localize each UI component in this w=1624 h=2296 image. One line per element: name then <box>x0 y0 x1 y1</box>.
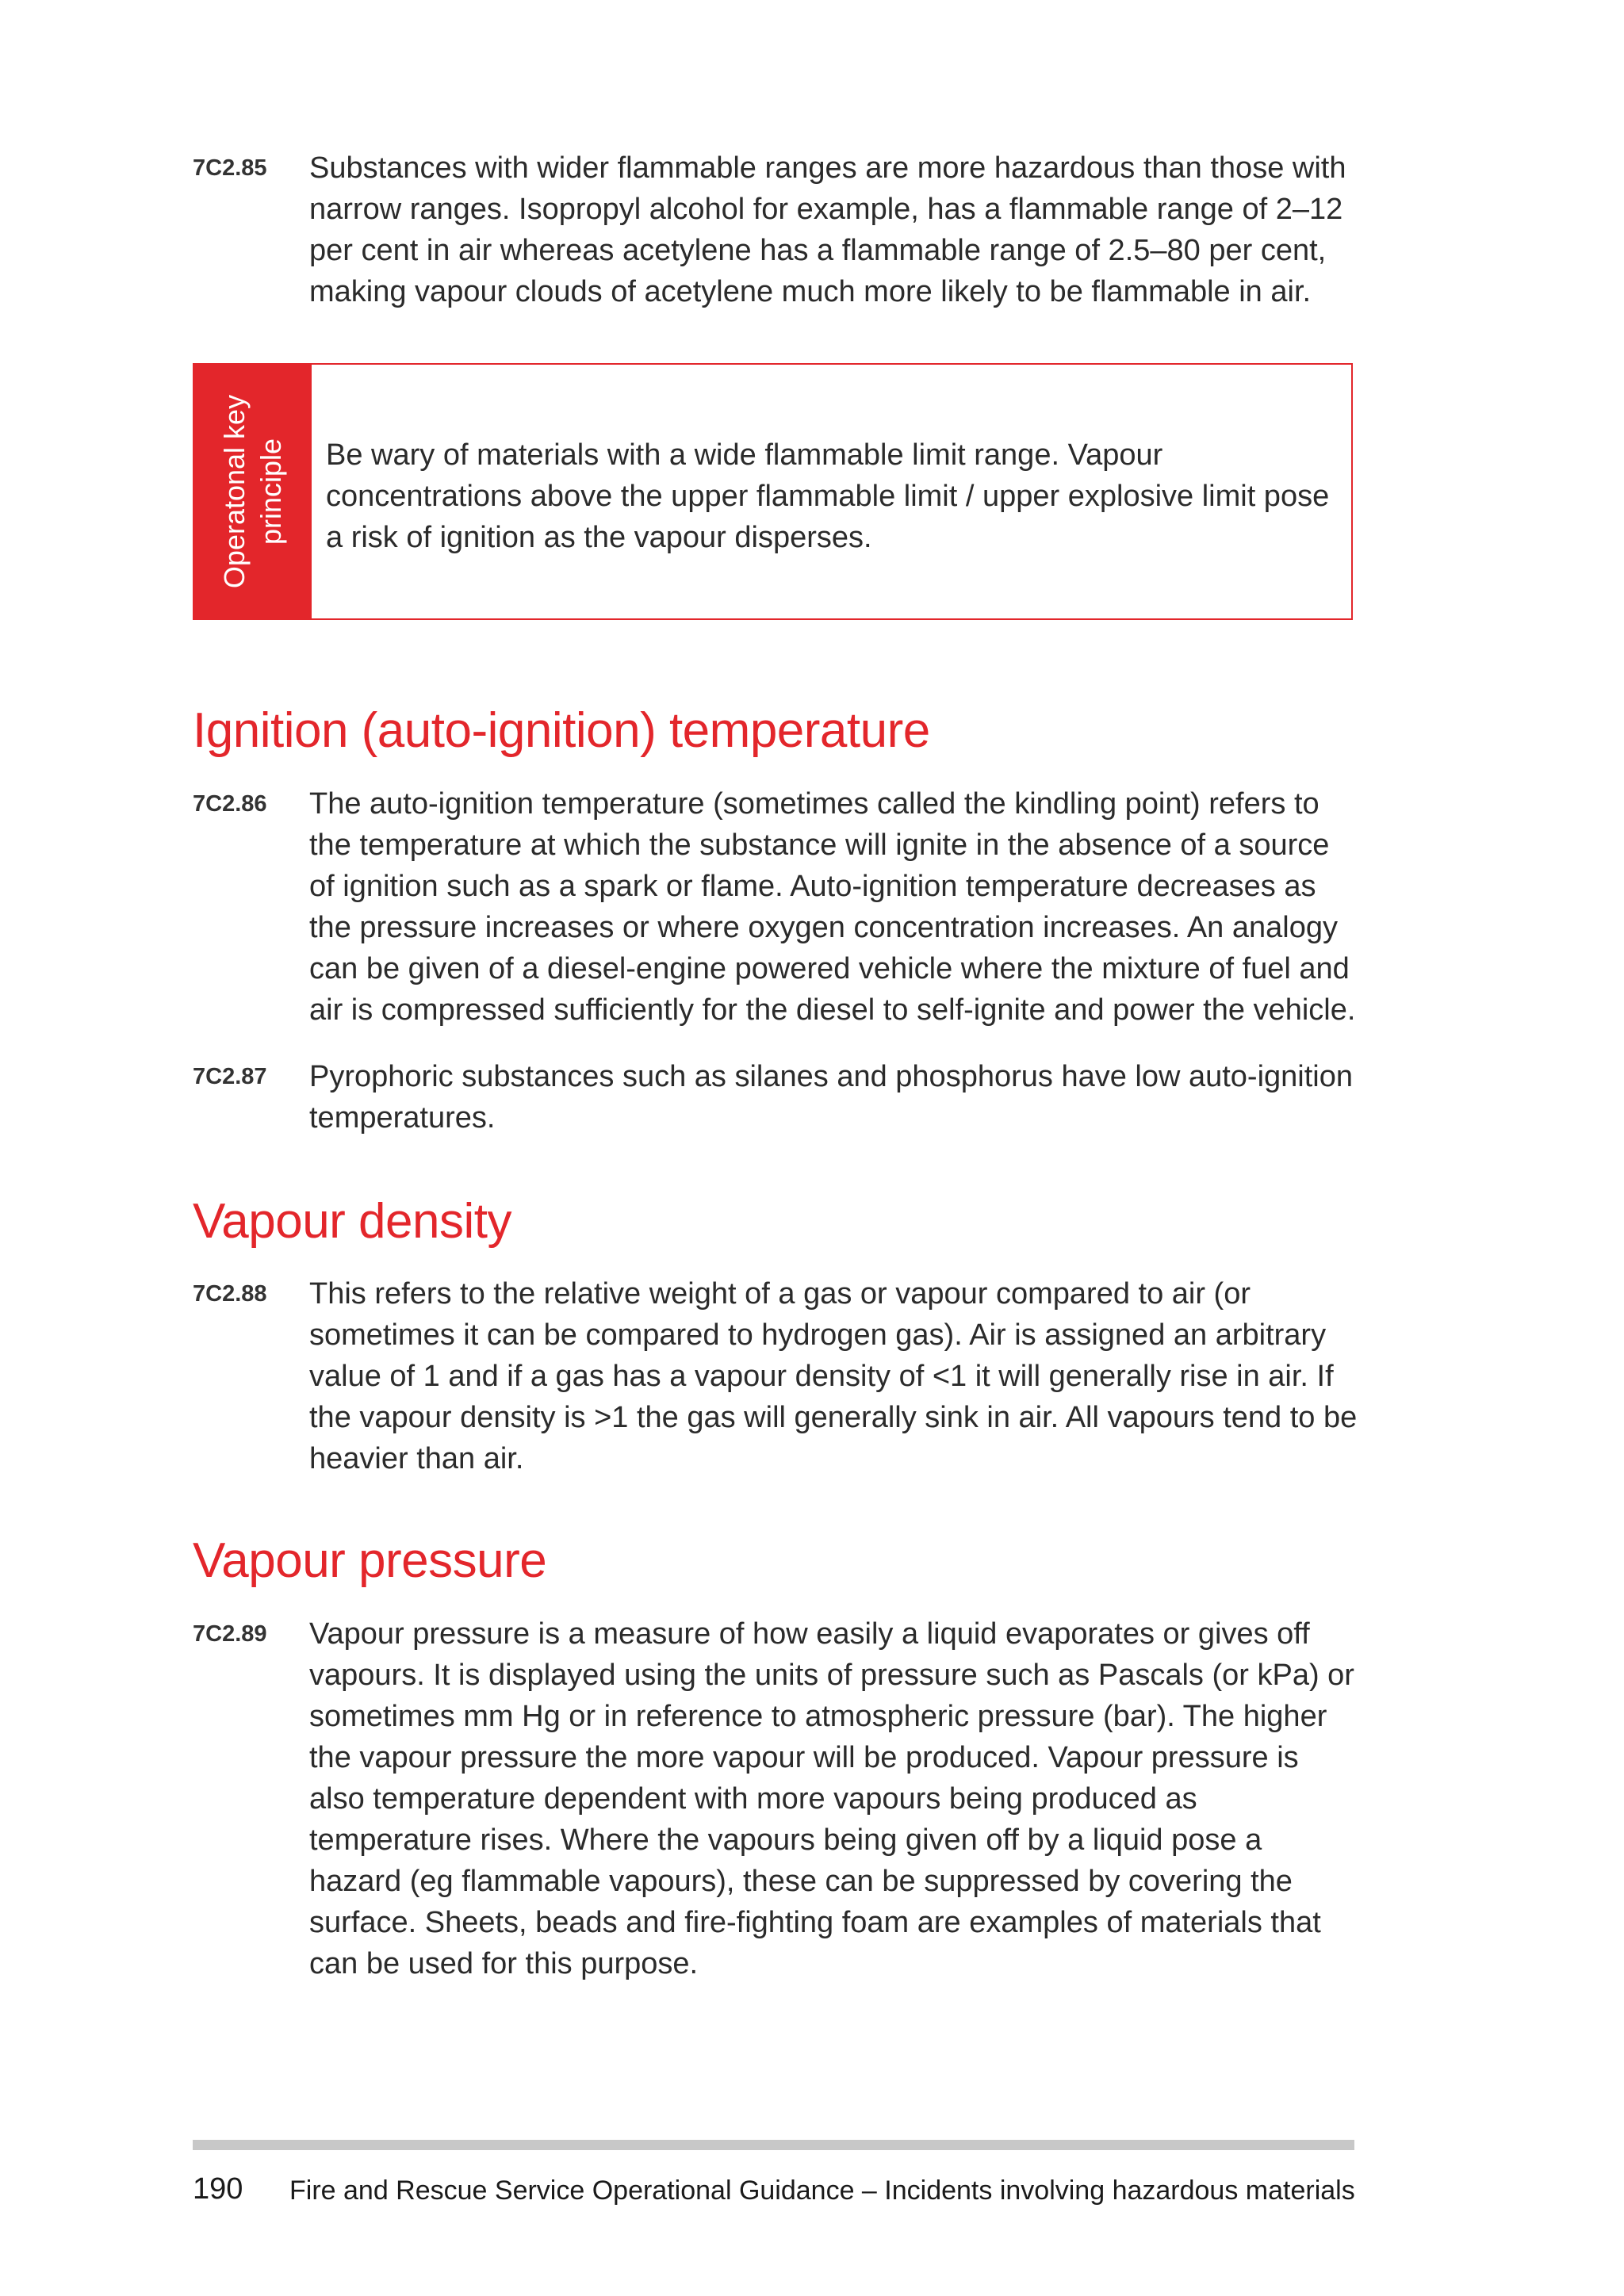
key-principle-tab <box>194 365 312 618</box>
paragraph-text: The auto-ignition temperature (sometimes called the kindling point) refers to the temperature at which the substance will ignite in the absence of a source of ignition such as a spark or flame. Auto-ignition temperature decreases as the pressure increases or where oxygen concentration increases. An analogy can be given of a diesel-engine powered vehicle where the mixture of fuel and air is compressed sufficiently for the diesel to self-ignite and power the vehicle. <box>309 787 1356 1027</box>
paragraph-number: 7C2.89 <box>193 1621 267 1647</box>
paragraph-text: This refers to the relative weight of a gas or vapour compared to air (or sometimes it can be compared to hydrogen gas). Air is assigned an arbitrary value of 1 and if a gas has a vapour density of <1 it will generally rise in air. If the vapour density is >1 the gas will generally sink in air. All vapours tend to be heavier than air. <box>309 1277 1358 1475</box>
paragraph-number: 7C2.87 <box>193 1064 267 1089</box>
page-number: 190 <box>193 2172 243 2206</box>
paragraph-text: Vapour pressure is a measure of how easily a liquid evaporates or gives off vapours. It is displayed using the units of pressure such as Pascals (or kPa) or sometimes mm Hg or in reference to atmospheric pressure (bar). The higher the vapour pressure the more vapour will be produced. Vapour pressure is also temperature dependent with more vapours being produced as temperature rises. Where the vapours being given off by a liquid pose a hazard (eg flammable vapours), these can be suppressed by covering the surface. Sheets, beads and fire-fighting foam are examples of materials that can be used for this purpose. <box>309 1617 1354 1980</box>
paragraph-7c2-85 <box>193 147 1358 312</box>
paragraph-number: 7C2.86 <box>193 791 267 817</box>
key-principle-text: Be wary of materials with a wide flammable limit range. Vapour concentrations above the upper flammable limit / upper explosive limit pose a risk of ignition as the vapour disperses. <box>326 438 1330 554</box>
paragraph-7c2-88 <box>193 1273 1358 1479</box>
heading-vapour-pressure: Vapour pressure <box>193 1533 547 1588</box>
paragraph-text: Substances with wider flammable ranges are more hazardous than those with narrow ranges. Isopropyl alcohol for example, has a flammable range of 2–12 per cent in air whereas acetylene has a flammable range of 2.5–80 per cent, making vapour clouds of acetylene much more likely to be flammable in air. <box>309 151 1346 308</box>
paragraph-number: 7C2.85 <box>193 155 267 181</box>
heading-vapour-density: Vapour density <box>193 1194 511 1249</box>
footer-rule <box>193 2140 1354 2150</box>
paragraph-7c2-86 <box>193 783 1358 1031</box>
heading-ignition-temperature: Ignition (auto-ignition) temperature <box>193 703 930 758</box>
paragraph-7c2-87 <box>193 1056 1358 1138</box>
key-principle-label: Operatonal key principle <box>218 394 287 589</box>
paragraph-text: Pyrophoric substances such as silanes and phosphorus have low auto-ignition temperatures. <box>309 1060 1354 1135</box>
key-principle-box <box>193 363 1353 620</box>
paragraph-number: 7C2.88 <box>193 1281 267 1307</box>
footer-title: Fire and Rescue Service Operational Guidance – Incidents involving hazardous materials <box>289 2175 1355 2206</box>
paragraph-7c2-89 <box>193 1613 1358 1984</box>
